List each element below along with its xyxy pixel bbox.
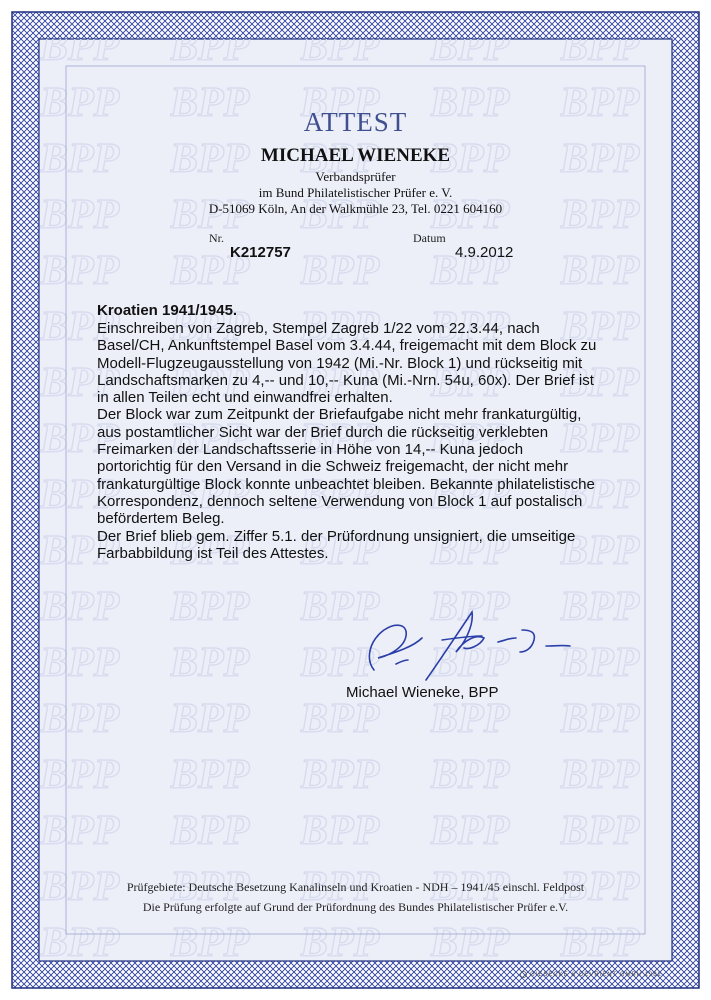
handwritten-signature	[360, 600, 580, 686]
certificate-number: K212757	[230, 244, 291, 261]
certificate-body	[97, 320, 597, 562]
body-paragraph: Der Block war zum Zeitpunkt der Briefaufgabe nicht mehr frankaturgültig, aus postamtlicher Sicht war der Brief durch die rückseitig verklebten Freimarken der Landschaftsserie in Höhe von 14,-- Kuna jedoch portorichtig für den Versand in die Schweiz freigemacht, der nicht mehr frankaturgültige Block konnte unbeachtet bleiben. Bekannte philatelistische Korrespondenz, dennoch seltene Verwendung von Block 1 auf postalisch befördertem Beleg.	[97, 406, 595, 528]
copyright-icon	[520, 971, 527, 978]
examination-scope: Prüfgebiete: Deutsche Besetzung Kanalinseln und Kroatien - NDH – 1941/45 einschl. Feldpost	[126, 880, 585, 894]
signer-name: Michael Wieneke, BPP	[346, 684, 499, 701]
body-paragraph: Einschreiben von Zagreb, Stempel Zagreb 1/22 vom 22.3.44, nach Basel/CH, Ankunftstempel Basel vom 3.4.44, freigemacht mit dem Block zu Modell-Flugzeugausstellung von 1942 (Mi.-Nr. Block 1) und rückseitig mit Landschaftsmarken zu 4,-- und 10,-- Kuna (Mi.-Nrn. 54u, 60x). Der Brief ist in allen Teilen echt und einwandfrei erhalten.	[97, 320, 597, 407]
attest-title: ATTEST	[303, 107, 408, 137]
body-paragraph: Der Brief blieb gem. Ziffer 5.1. der Prüfordnung unsigniert, die umseitige Farbabbildung ist Teil des Attestes.	[97, 527, 576, 562]
date-label: Datum	[413, 231, 446, 245]
examiner-address: D-51069 Köln, An der Walkmühle 23, Tel. 0221 604160	[208, 201, 503, 216]
certificate-number-label: Nr.	[209, 231, 224, 245]
certificate-date: 4.9.2012	[455, 244, 514, 261]
examiner-association: im Bund Philatelistischer Prüfer e. V.	[258, 185, 453, 200]
subject-heading: Kroatien 1941/1945.	[97, 302, 238, 319]
printer-imprint: GIESECKE & DEVRIENT GMBH 1982	[530, 972, 662, 978]
examination-rules: Die Prüfung erfolgte auf Grund der Prüfordnung des Bundes Philatelistischer Prüfer e.V.	[142, 900, 569, 914]
examiner-role: Verbandsprüfer	[315, 169, 396, 184]
examiner-name: MICHAEL WIENEKE	[260, 145, 451, 166]
